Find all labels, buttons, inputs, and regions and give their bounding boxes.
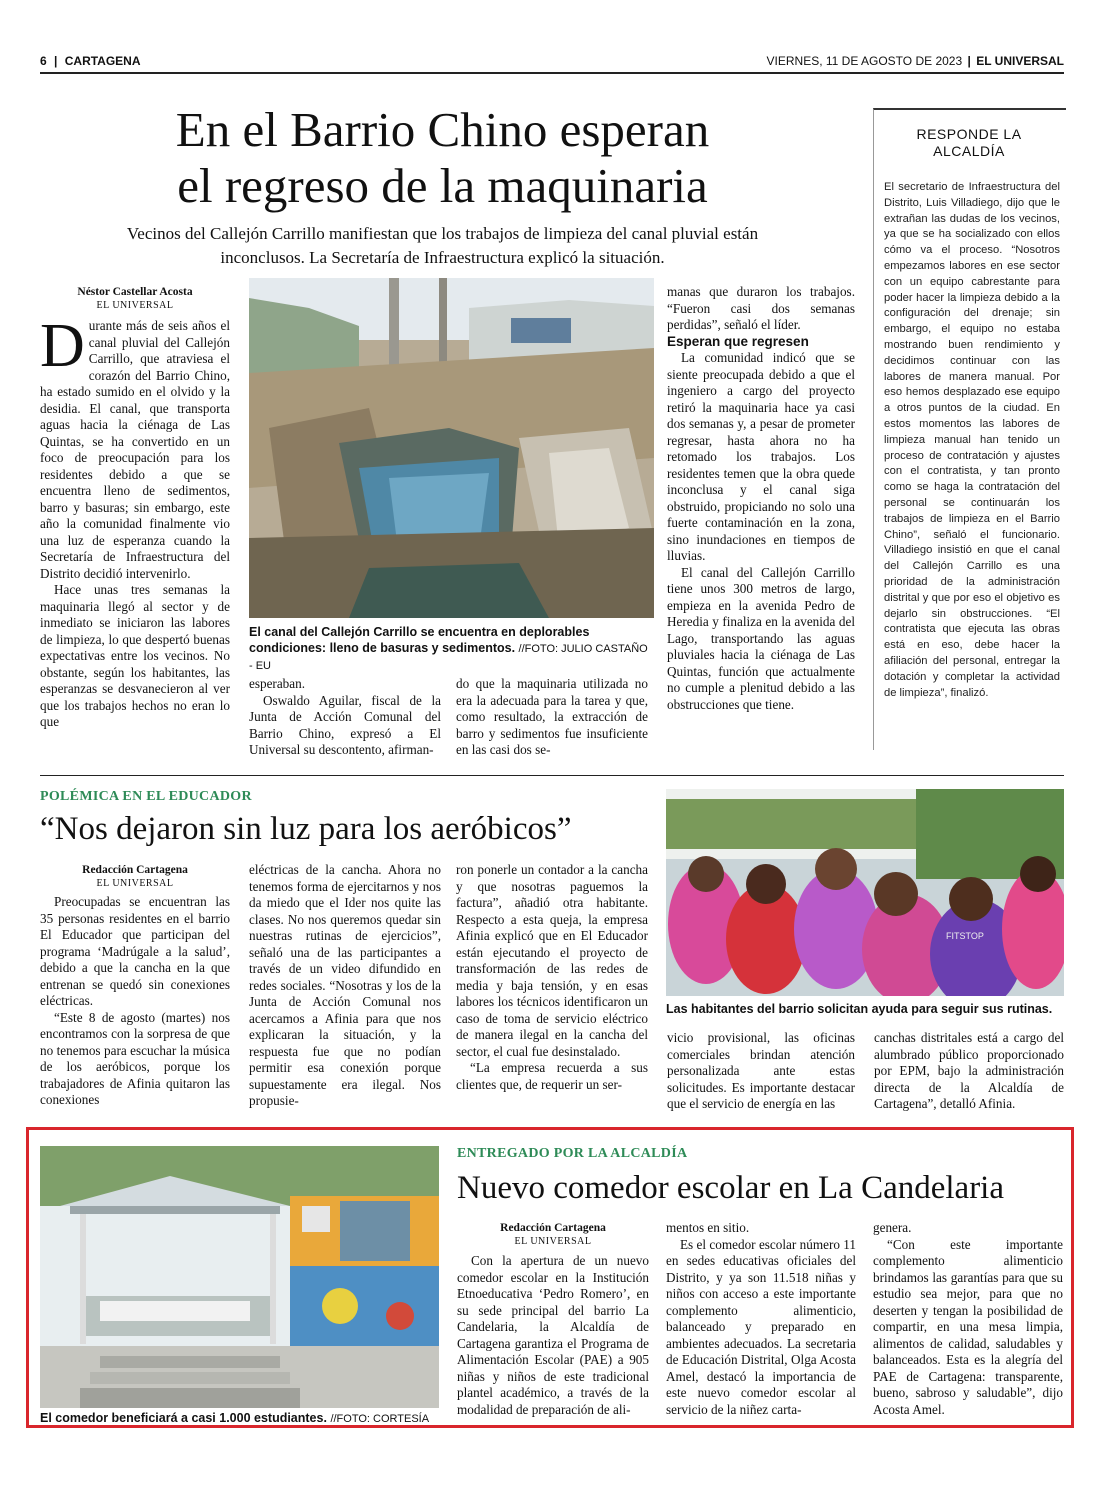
page-number: 6	[40, 54, 47, 68]
canal-photo-caption	[249, 624, 654, 674]
story2-column-5	[874, 1030, 1064, 1120]
deck-line-2: inconclusos. La Secretaría de Infraestructura explicó la situación.	[220, 248, 665, 267]
author-outlet: EL UNIVERSAL	[96, 300, 174, 311]
canal-photo	[249, 278, 654, 618]
comedor-photo-caption	[40, 1410, 440, 1427]
caption-text: El canal del Callejón Carrillo se encuentra en deplorables condiciones: lleno de basuras y sedimentos.	[249, 625, 590, 655]
sidebar-title-line-1: RESPONDE LA	[916, 126, 1022, 142]
story1-column-4	[667, 284, 855, 766]
story1-column-1	[40, 318, 230, 760]
story3-paragraph: Con la apertura de un nuevo comedor escolar en la Institución Etnoeducativa ‘Pedro Romero’, en su sede principal del barrio La Candelaria, la Alcaldía de Cartagena garantiza el Programa de Alimentación Escolar (PAE) a 905 niñas y niños de este tradicional plantel académico, a través de la modalidad de preparación de ali-	[457, 1253, 649, 1417]
story3-column-1	[457, 1253, 649, 1423]
sidebar-title	[873, 126, 1065, 160]
author-name: Redacción Cartagena	[500, 1222, 606, 1234]
issue-date: VIERNES, 11 DE AGOSTO DE 2023	[766, 54, 963, 68]
story3-paragraph: genera.	[873, 1220, 912, 1235]
story3-kicker: ENTREGADO POR LA ALCALDÍA	[457, 1146, 688, 1161]
author-outlet: EL UNIVERSAL	[96, 878, 174, 889]
story1-paragraph: Hace unas tres semanas la maquinaria llegó al sector y de inmediato se iniciaron las labores de limpieza, lo que despertó buenas expectativas entre los vecinos. No obstante, según los habitantes, las esperanzas se desvanecieron al ver que los trabajos hechos no eran lo que	[40, 582, 230, 729]
author-outlet: EL UNIVERSAL	[514, 1236, 592, 1247]
story1-paragraph: Oswaldo Aguilar, fiscal de la Junta de Acción Comunal del Barrio Chino, expresó a El Universal su descontento, afirman-	[249, 692, 441, 757]
photo-credit: //FOTO: CORTESÍA	[330, 1413, 430, 1425]
author-name: Redacción Cartagena	[82, 864, 188, 876]
story1-paragraph: El canal del Callejón Carrillo tiene unos 300 metros de largo, empieza en la avenida Pedro de Heredia y finaliza en la avenida del Lago, transportando las aguas pluviales hacia la ciénaga de Las Quintas, función que actualmente no cumple a plenitud debido a las obstrucciones que tiene.	[667, 564, 855, 712]
story3-paragraph: Es el comedor escolar número 11 en sedes educativas oficiales del Distrito, y ya son 11.518 niñas y niños con acceso a este importante complemento alimenticio, balanceado y preparado en ambientes adecuados. La secretaria de Educación Distrital, Olga Acosta Amel, destacó la importancia de este nuevo comedor escolar al servicio de la niñez carta-	[666, 1236, 856, 1417]
story1-paragraph: do que la maquinaria utilizada no era la adecuada para la tarea y que, como resultado, la extracción de barro y sedimentos fue insuficiente en las casi dos se-	[456, 676, 648, 757]
caption-text: El comedor beneficiará a casi 1.000 estudiantes.	[40, 1411, 327, 1425]
story2-paragraph: Preocupadas se encuentran las 35 personas residentes en el barrio El Educador que participan del programa ‘Madrúgale a la salud’, debido a que la cancha en la que entrenan se quedó sin conexiones eléctricas.	[40, 894, 230, 1008]
headline	[40, 102, 845, 214]
story2-column-1	[40, 894, 230, 1118]
page-header: 6 | CARTAGENA VIERNES, 11 DE AGOSTO DE 2023 | EL UNIVERSAL	[40, 54, 1064, 68]
comedor-image	[40, 1146, 439, 1408]
story3-column-2	[666, 1220, 856, 1423]
story2-column-4	[667, 1030, 855, 1120]
story2-byline	[40, 864, 230, 890]
drop-cap: D	[40, 318, 85, 380]
story1-paragraph: urante más de seis años el canal pluvial del Callejón Carrillo, que atraviesa el corazón del Barrio Chino, ha estado sumido en el olvido y la desidia. El canal, que transporta aguas hacia la ciénaga de Las Quintas, se ha convertido en un foco de preocupación para los residentes debido a que se encuentra lleno de sedimentos, barro y basuras; sin embargo, este año la comunidad finalmente vio una luz de esperanza cuando la Secretaría de Infraestructura del Distrito decidió intervenirlo.	[40, 318, 230, 581]
story2-paragraph: “Este 8 de agosto (martes) nos encontramos con la sorpresa de que no tenemos para escuchar la música de los aeróbicos, porque los trabajadores de Afinia quitaron las conexiones	[40, 1009, 230, 1107]
deck	[40, 222, 845, 270]
deck-line-1: Vecinos del Callejón Carrillo manifiestan que los trabajos de limpieza del canal pluvial están	[126, 224, 759, 243]
headline-line-2: el regreso de la maquinaria	[177, 158, 708, 213]
aerobics-photo-caption: Las habitantes del barrio solicitan ayuda para seguir sus rutinas.	[666, 1002, 1053, 1016]
headline-line-1: En el Barrio Chino esperan	[175, 102, 710, 157]
story1-paragraph: esperaban.	[249, 676, 306, 691]
photo-credit: //FOTO: JULIO CASTAÑO - EU	[249, 643, 648, 672]
story2-paragraph: vicio provisional, las oficinas comerciales brindan atención personalizada ante estas solicitudes. Es importante destacar que el servicio de energía en las	[667, 1030, 855, 1111]
story3-paragraph: “Con este importante complemento alimenticio brindamos las garantías para que su estudio sea mejor, para que no deserten y tengan la posibilidad de compartir, en una mesa limpia, alimentos de calidad, saludables y balanceados. Esta es la alegría del PAE de Cartagena: transparente, bueno, sabroso y saludable”, dijo Acosta Amel.	[873, 1236, 1063, 1417]
story3-paragraph: mentos en sitio.	[666, 1220, 750, 1235]
story2-paragraph: canchas distritales está a cargo del alumbrado público proporcionado por EPM, bajo la administración directa de la Alcaldía de Cartagena”, detalló Afinia.	[874, 1030, 1064, 1111]
paper-name: EL UNIVERSAL	[976, 54, 1064, 68]
story2-headline: “Nos dejaron sin luz para los aeróbicos”	[40, 811, 572, 847]
story3-column-3	[873, 1220, 1063, 1423]
aerobics-image	[666, 789, 1064, 996]
author-name: Néstor Castellar Acosta	[77, 286, 193, 298]
story2-column-3	[456, 862, 648, 1118]
comedor-photo	[40, 1146, 439, 1408]
subheading: Esperan que regresen	[667, 333, 809, 349]
story2-paragraph: “La empresa recuerda a sus clientes que, de requerir un ser-	[456, 1060, 648, 1092]
story1-column-3	[456, 676, 648, 766]
canal-image	[249, 278, 654, 618]
story2-kicker: POLÉMICA EN EL EDUCADOR	[40, 789, 252, 804]
story1-paragraph: La comunidad indicó que se siente preocupada debido a que el ingeniero a cargo del proyecto retiró la maquinaria hace ya casi dos semanas y, a pesar de prometer regresar, hasta ahora no ha retomado los trabajos. Los residentes temen que la obra quede inconclusa y el canal siga obstruido, propiciando no solo una fuerte contaminación en la zona, sino inundaciones en tiempos de lluvias.	[667, 350, 855, 563]
story1-paragraph: manas que duraron los trabajos. “Fueron casi dos semanas perdidas”, señaló el líder.	[667, 284, 855, 332]
story1-column-2	[249, 676, 441, 766]
story2-paragraph: ron ponerle un contador a la cancha y que nosotras paguemos la factura”, añadió otra habitante. Respecto a esta queja, la empresa Afinia explicó que en El Educador están ejecutando el proyecto de transformación de las redes de media y baja tensión, y en esas labores los técnicos identificaron un caso de toma de servicio eléctrico de manera ilegal en la cancha del sector, el cual fue desinstalado.	[456, 862, 648, 1059]
story2-paragraph: eléctricas de la cancha. Ahora no tenemos forma de ejercitarnos y nos da miedo que el Ider nos quite las clases. No nos queremos quedar sin nuestras rutinas de ejercicios”, señaló una de las participantes a través de un video difundido en redes sociales. “Nosotras y los de la Junta de Acción Comunal nos acercamos a Afinia para que nos explicaran la situación, y la respuesta fue que no podían permitir esa conexión porque supuestamente era ilegal. Nos propusie-	[249, 862, 441, 1108]
header-rule	[40, 72, 1064, 74]
section-rule	[40, 775, 1064, 776]
shirt-text: FITSTOP	[946, 931, 984, 941]
story3-headline: Nuevo comedor escolar en La Candelaria	[457, 1170, 1004, 1206]
story2-column-2	[249, 862, 441, 1118]
aerobics-photo	[666, 789, 1064, 996]
section-name: CARTAGENA	[64, 54, 141, 68]
byline	[40, 286, 230, 312]
sidebar-title-line-2: ALCALDÍA	[933, 143, 1005, 159]
sidebar-text: El secretario de Infraestructura del Distrito, Luis Villadiego, dijo que le extrañan las dudas de los vecinos, ya que se ha socializado con ellos cómo va el proceso. “Nosotros empezamos labores en ese sector con un equipo cabrestante para poder hacer la limpieza debido a la configuración del drenaje; sin embargo, el equipo no estaba mostrando buen rendimiento y decidimos continuar con las labores de manera manual. Por eso hemos desplazado ese equipo a otros puntos de la ciudad. En estos momentos las labores de limpieza manual han tenido un proceso de contratación y ajustes con el contratista, y tan pronto como se haga la contratación del personal se continuarán los trabajos de limpieza en el Barrio Chino”, señaló el funcionario. Villadiego insistió en que el canal del Callejón Carrillo es una prioridad de la administración distrital y que por eso el objetivo es dejarlo sin obstrucciones. “El contratista que ejecuta las obras está en eso, debe hacer la afiliación del personal, entregar la dotación y completar la actividad de limpieza”, finalizó.	[884, 181, 1060, 699]
story3-byline	[457, 1222, 649, 1248]
